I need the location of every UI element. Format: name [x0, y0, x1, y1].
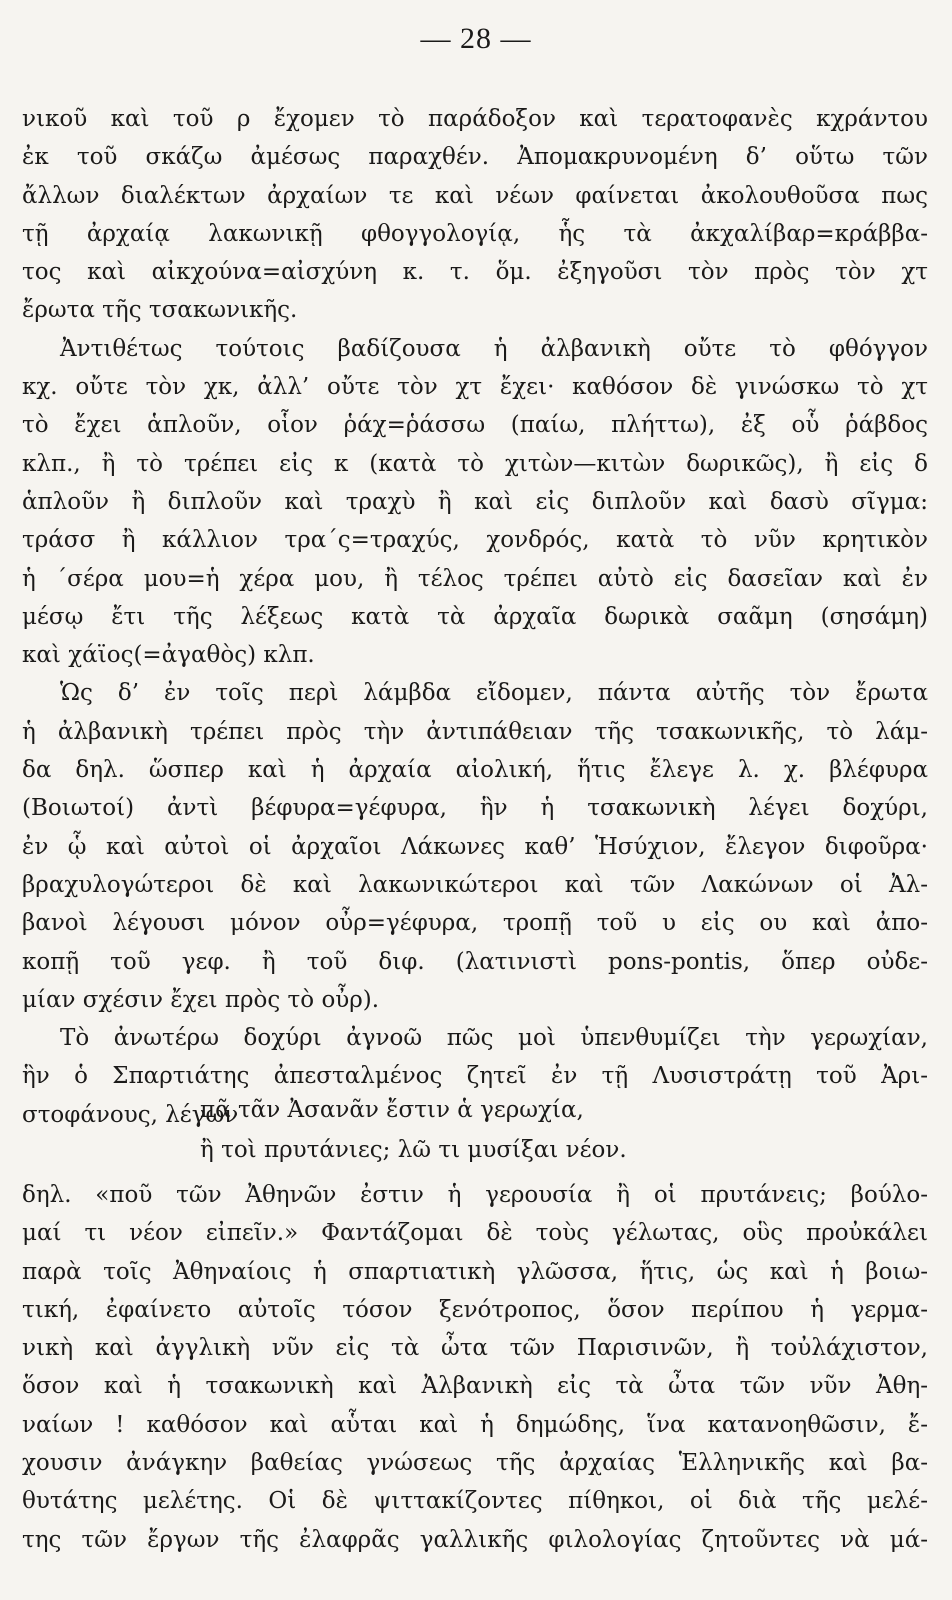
- text-line: μαί τι νέον εἰπεῖν.» Φαντάζομαι δὲ τοὺς γέλωτας, οὓς προὐκάλει: [22, 1220, 928, 1247]
- text-line: ὅσον καὶ ἡ τσακωνικὴ καὶ Ἀλβανικὴ εἰς τὰ ὦτα τῶν νῦν Ἀθη-: [22, 1373, 928, 1400]
- text-line: τική, ἐφαίνετο αὐτοῖς τόσον ξενότροπος, ὅσον περίπου ἡ γερμα-: [22, 1296, 928, 1323]
- verse-line: πᾶ τᾶν Ἀσανᾶν ἔστιν ἁ γερωχία,: [200, 1097, 584, 1123]
- text-line: (Βοιωτοί) ἀντὶ βέφυρα=γέφυρα, ἣν ἡ τσακωνικὴ λέγει δοχύρι,: [22, 795, 928, 822]
- text-line: κλπ., ἢ τὸ τρέπει εἰς κ (κατὰ τὸ χιτὼν—κιτὼν δωρικῶς), ἢ εἰς δ: [22, 450, 928, 477]
- text-line: κχ. οὔτε τὸν χκ, ἀλλ’ οὔτε τὸν χτ ἔχει· καθόσον δὲ γινώσκω τὸ χτ: [22, 374, 928, 401]
- text-line: ἡ ἀλβανικὴ τρέπει πρὸς τὴν ἀντιπάθειαν τῆς τσακωνικῆς, τὸ λάμ-: [22, 718, 928, 745]
- text-line: νικοῦ καὶ τοῦ ρ ἔχομεν τὸ παράδοξον καὶ τερατοφανὲς κχράντου: [22, 106, 928, 132]
- text-line: στοφάνους, λέγων: [22, 1101, 239, 1128]
- main-text-top: [22, 100, 928, 1134]
- page-number: — 28 —: [420, 22, 532, 55]
- text-line: καὶ χάϊος(=ἀγαθὸς) κλπ.: [22, 642, 315, 669]
- quoted-verse: [200, 1090, 720, 1170]
- text-line: ἐν ᾧ καὶ αὐτοὶ οἱ ἀρχαῖοι Λάκωνες καθ’ Ἡσύχιον, ἔλεγον διφοῦρα·: [22, 833, 928, 860]
- paragraph-start-line: Ἀντιθέτως τούτοις βαδίζουσα ἡ ἀλβανικὴ οὔτε τὸ φθόγγον: [60, 335, 928, 362]
- paragraph-start-line: Τὸ ἀνωτέρω δοχύρι ἀγνοῶ πῶς μοὶ ὑπενθυμίζει τὴν γερωχίαν,: [60, 1025, 928, 1052]
- text-line: τῇ ἀρχαίᾳ λακωνικῇ φθογγολογίᾳ, ἧς τὰ ἀκχαλίβαρ=κράββα-: [22, 220, 928, 247]
- text-line: κοπῇ τοῦ γεφ. ἢ τοῦ διφ. (λατινιστὶ pons-pontis, ὅπερ οὐδε-: [22, 948, 928, 975]
- text-line: ναίων ! καθόσον καὶ αὗται καὶ ἡ δημώδης, ἵνα κατανοηθῶσιν, ἔ-: [22, 1411, 928, 1438]
- text-line: τράσσ ἢ κάλλιον τρα΄ς=τραχύς, χονδρός, κατὰ τὸ νῦν κρητικὸν: [22, 527, 928, 554]
- text-line: ἁπλοῦν ἢ διπλοῦν καὶ τραχὺ ἢ καὶ εἰς διπλοῦν καὶ δασὺ σῖγμα:: [22, 488, 928, 515]
- text-line: της τῶν ἔργων τῆς ἐλαφρᾶς γαλλικῆς φιλολογίας ζητοῦντες νὰ μά-: [22, 1526, 928, 1553]
- text-line: νικὴ καὶ ἀγγλικὴ νῦν εἰς τὰ ὦτα τῶν Παρισινῶν, ἢ τοὐλάχιστον,: [22, 1335, 928, 1362]
- text-line: ἣν ὁ Σπαρτιάτης ἀπεσταλμένος ζητεῖ ἐν τῇ Λυσιστράτῃ τοῦ Ἀρι-: [22, 1063, 928, 1090]
- text-line: βραχυλογώτεροι δὲ καὶ λακωνικώτεροι καὶ τῶν Λακώνων οἱ Ἀλ-: [22, 871, 928, 898]
- text-line: ἄλλων διαλέκτων ἀρχαίων τε καὶ νέων φαίνεται ἀκολουθοῦσα πως: [22, 182, 928, 209]
- text-line: θυτάτης μελέτης. Οἱ δὲ ψιττακίζοντες πίθηκοι, οἱ διὰ τῆς μελέ-: [22, 1488, 928, 1515]
- text-line: τὸ ἔχει ἁπλοῦν, οἷον ῥάχ=ῥάσσω (παίω, πλήττω), ἐξ οὗ ῥάβδος: [22, 412, 928, 439]
- text-line: δηλ. «ποῦ τῶν Ἀθηνῶν ἐστιν ἡ γερουσία ἢ οἱ πρυτάνεις; βούλο-: [22, 1182, 928, 1208]
- text-line: ἐκ τοῦ σκάζω ἀμέσως παραχθέν. Ἀπομακρυνομένη δ’ οὕτω τῶν: [22, 144, 928, 171]
- verse-line: ἢ τοὶ πρυτάνιες; λῶ τι μυσίξαι νέον.: [200, 1137, 627, 1163]
- text-line: παρὰ τοῖς Ἀθηναίοις ἡ σπαρτιατικὴ γλῶσσα, ἥτις, ὡς καὶ ἡ βοιω-: [22, 1258, 928, 1285]
- text-line: μέσῳ ἔτι τῆς λέξεως κατὰ τὰ ἀρχαῖα δωρικὰ σαᾶμη (σησάμη): [22, 603, 928, 630]
- text-line: χουσιν ἀνάγκην βαθείας γνώσεως τῆς ἀρχαίας Ἑλληνικῆς καὶ βα-: [22, 1450, 928, 1477]
- text-line: βανοὶ λέγουσι μόνον οὖρ=γέφυρα, τροπῇ τοῦ υ εἰς ου καὶ ἀπο-: [22, 910, 928, 937]
- text-line: δα δηλ. ὥσπερ καὶ ἡ ἀρχαία αἰολική, ἥτις ἔλεγε λ. χ. βλέφυρα: [22, 757, 928, 784]
- text-line: τος καὶ αἰκχούνα=αἰσχύνη κ. τ. ὅμ. ἐξηγοῦσι τὸν πρὸς τὸν χτ: [22, 259, 928, 286]
- main-text-bottom: [22, 1176, 928, 1559]
- text-line: ἡ ΄σέρα μου=ἡ χέρα μου, ἢ τέλος τρέπει αὐτὸ εἰς δασεῖαν καὶ ἐν: [22, 565, 928, 592]
- paragraph-start-line: Ὡς δ’ ἐν τοῖς περὶ λάμβδα εἴδομεν, πάντα αὐτῆς τὸν ἔρωτα: [60, 680, 928, 707]
- text-line: μίαν σχέσιν ἔχει πρὸς τὸ οὖρ).: [22, 986, 380, 1013]
- text-line: ἔρωτα τῆς τσακωνικῆς.: [22, 297, 298, 324]
